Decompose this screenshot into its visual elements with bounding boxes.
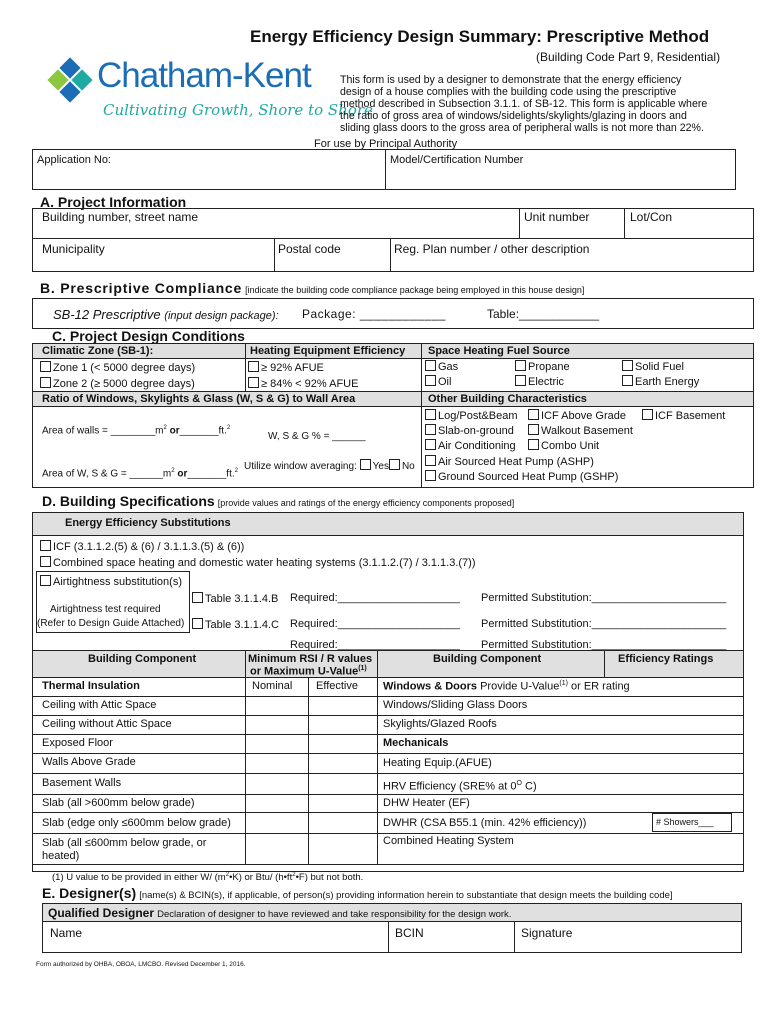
area-wsg-field[interactable]: Area of W, S & $G = \_\_\_\_\_\_m^2$ or_______ft.$^2$ <box>42 468 238 480</box>
model-cert-field[interactable]: Model/Certification Number <box>390 154 524 166</box>
right-row-7: DWHR (CSA B55.1 (min. 42% efficiency)) <box>383 817 587 829</box>
electric-option[interactable]: Electric <box>515 375 564 388</box>
unit-number-field[interactable]: Unit number <box>524 210 590 224</box>
right-row-9: Combined Heating System <box>383 835 514 847</box>
logo-text: Chatham-Kent <box>97 56 311 95</box>
authority-box <box>32 149 736 190</box>
ratio-title: Ratio of Windows, Skylights & Glass (W, S & G) to Wall Area <box>42 393 356 405</box>
left-row-2: Ceiling without Attic Space <box>42 718 172 730</box>
windows-doors-label: Windows & Doors Provide U-Value$^{(1)}$ or ER rating <box>383 680 630 693</box>
logo-tagline: Cultivating Growth, Shore to Shore <box>103 101 373 119</box>
col-eff: Efficiency Ratings <box>618 653 714 665</box>
ashp-option[interactable]: Air Sourced Heat Pump (ASHP) <box>425 455 594 468</box>
right-row-1: Windows/Sliding Glass Doors <box>383 699 528 711</box>
solid-fuel-option[interactable]: Solid Fuel <box>622 360 684 373</box>
combined-substitution[interactable]: Combined space heating and domestic water heating systems (3.1.1.2.(7) / 3.1.1.3.(7)) <box>40 556 476 569</box>
reg-plan-field[interactable]: Reg. Plan number / other description <box>394 242 590 256</box>
other-chars-label: Other Building Characteristics <box>428 393 587 405</box>
table-b-option[interactable]: Table 3.1.1.4.B <box>192 592 278 605</box>
col-component: Building Component <box>88 653 197 665</box>
subst-title: Energy Efficiency Substitutions <box>65 517 231 529</box>
postal-code-field[interactable]: Postal code <box>278 242 341 256</box>
area-walls-field[interactable]: Area of walls = $\_\_\_\_\_\_\_\_m^2$ or_______ft.$^2$ <box>42 425 231 437</box>
building-number-field[interactable]: Building number, street name <box>42 210 199 224</box>
earth-energy-option[interactable]: Earth Energy <box>622 375 699 388</box>
footnote: (1) U value to be provided in either W/ $(m^2•K)$ or Btu/ $(h•ft^2•F)$ but not both. <box>52 872 364 884</box>
section-d-heading: D. Building Specifications [provide values and ratings of the energy efficiency components proposed] <box>42 493 515 509</box>
application-no-field[interactable]: Application No: <box>37 154 111 166</box>
icf-basement-option[interactable]: ICF Basement <box>642 409 725 422</box>
required-c-field[interactable]: Required:____________________ <box>290 618 461 630</box>
required-d-field[interactable]: Required:____________________ <box>290 639 461 651</box>
right-row-6: DHW Heater (EF) <box>383 797 470 809</box>
col-component2: Building Component <box>433 653 542 665</box>
climatic-zone-label: Climatic Zone (SB-1): <box>42 345 154 357</box>
oil-option[interactable]: Oil <box>425 375 451 388</box>
section-a-title: A. Project Information <box>40 194 187 210</box>
required-b-field[interactable]: Required:____________________ <box>290 592 461 604</box>
authority-label: For use by Principal Authority <box>314 138 458 150</box>
left-row-6: Slab (all >600mm below grade) <box>42 797 195 809</box>
package-field[interactable]: Package: ____________ <box>302 307 446 321</box>
right-row-3: Mechanicals <box>383 737 449 749</box>
left-row-8: Slab (all ≤600mm below grade, or <box>42 837 207 849</box>
gas-option[interactable]: Gas <box>425 360 458 373</box>
right-row-4: Heating Equip.(AFUE) <box>383 757 492 769</box>
fuel-source-label: Space Heating Fuel Source <box>428 345 570 357</box>
yes-checkbox[interactable] <box>360 459 371 470</box>
zone2-option[interactable]: Zone 2 (≥ 5000 degree days) <box>40 377 195 390</box>
nominal-label: Nominal <box>252 680 293 692</box>
icf-substitution[interactable]: ICF (3.1.1.2.(5) & (6) / 3.1.1.3.(5) & (6)) <box>40 540 244 553</box>
refer-label: (Refer to Design Guide Attached) <box>37 618 185 629</box>
heating-eff-label: Heating Equipment Efficiency <box>250 345 406 357</box>
section-c-title: C. Project Design Conditions <box>52 328 245 344</box>
right-row-5: HRV Efficiency (SRE% at $0^O$ C) <box>383 780 537 793</box>
propane-option[interactable]: Propane <box>515 360 570 373</box>
showers-field[interactable]: # Showers___ <box>656 817 714 827</box>
left-row-1: Ceiling with Attic Space <box>42 699 157 711</box>
icf-above-option[interactable]: ICF Above Grade <box>528 409 626 422</box>
effective-label: Effective <box>316 680 358 692</box>
bcin-field[interactable]: BCIN <box>395 926 424 940</box>
col-max-u: or Maximum U-Value$^{(1)}$ <box>250 665 367 678</box>
right-row-2: Skylights/Glazed Roofs <box>383 718 497 730</box>
footer-note: Form authorized by OHBA, OBOA, LMCBO. Revised December 1, 2016. <box>36 961 246 968</box>
airtight-substitution[interactable]: Airtightness substitution(s) <box>40 575 182 588</box>
window-averaging: Utilize window averaging: Yes No <box>244 461 415 472</box>
no-checkbox[interactable] <box>389 459 400 470</box>
gshp-option[interactable]: Ground Sourced Heat Pump (GSHP) <box>425 470 618 483</box>
intro-text: This form is used by a designer to demonstrate that the energy efficiency design of a house complies with the building code using the prescriptive method described in Subsection 3.1.1. of SB-12. This form is applicable where the ratio of gross area of windows/sidelights/skylights/glazing in doors and sliding glass doors to the gross area of peripheral walls is not more than 22%. <box>340 74 708 134</box>
afue2-option[interactable]: ≥ 84% < 92% AFUE <box>248 377 358 390</box>
col-min-rsi: Minimum RSI / R values <box>248 653 373 665</box>
thermal-label: Thermal Insulation <box>42 680 140 692</box>
permitted-c-field[interactable]: Permitted Substitution:______________________ <box>481 618 727 630</box>
municipality-field[interactable]: Municipality <box>42 242 105 256</box>
permitted-b-field[interactable]: Permitted Substitution:______________________ <box>481 592 727 604</box>
permitted-d-field[interactable]: Permitted Substitution:______________________ <box>481 639 727 651</box>
log-option[interactable]: Log/Post&Beam <box>425 409 518 422</box>
left-row-8b: heated) <box>42 850 80 862</box>
qualified-designer: Qualified Designer Declaration of designer to have reviewed and take responsibility for the design work. <box>48 906 512 920</box>
designer-name-field[interactable]: Name <box>50 926 83 940</box>
combo-option[interactable]: Combo Unit <box>528 439 599 452</box>
slab-option[interactable]: Slab-on-ground <box>425 424 514 437</box>
section-b-heading: B. Prescriptive Compliance [indicate the building code compliance package being employed in this house design] <box>40 280 585 296</box>
airtight-test-label: Airtightness test required <box>50 604 161 615</box>
wsg-pct-field[interactable]: W, S & G % = ______ <box>268 431 366 442</box>
afue1-option[interactable]: ≥ 92% AFUE <box>248 361 324 374</box>
zone1-option[interactable]: Zone 1 (< 5000 degree days) <box>40 361 195 374</box>
table-field[interactable]: Table:____________ <box>487 307 600 321</box>
logo-mark-icon <box>40 50 100 110</box>
left-row-3: Exposed Floor <box>42 737 113 749</box>
sb12-label: SB-12 Prescriptive (input design package): <box>53 307 279 322</box>
lot-con-field[interactable]: Lot/Con <box>630 210 673 224</box>
left-row-7: Slab (edge only ≤600mm below grade) <box>42 817 231 829</box>
ac-option[interactable]: Air Conditioning <box>425 439 516 452</box>
page-subtitle: (Building Code Part 9, Residential) <box>536 50 721 64</box>
page-title: Energy Efficiency Design Summary: Prescriptive Method <box>250 27 710 46</box>
walkout-option[interactable]: Walkout Basement <box>528 424 633 437</box>
left-row-4: Walls Above Grade <box>42 756 136 768</box>
section-e-heading: E. Designer(s) [name(s) & BCIN(s), if applicable, of person(s) providing information herein to substantiate that design meets the building code] <box>42 885 673 901</box>
signature-field[interactable]: Signature <box>521 926 573 940</box>
table-c-option[interactable]: Table 3.1.1.4.C <box>192 618 279 631</box>
left-row-5: Basement Walls <box>42 777 122 789</box>
